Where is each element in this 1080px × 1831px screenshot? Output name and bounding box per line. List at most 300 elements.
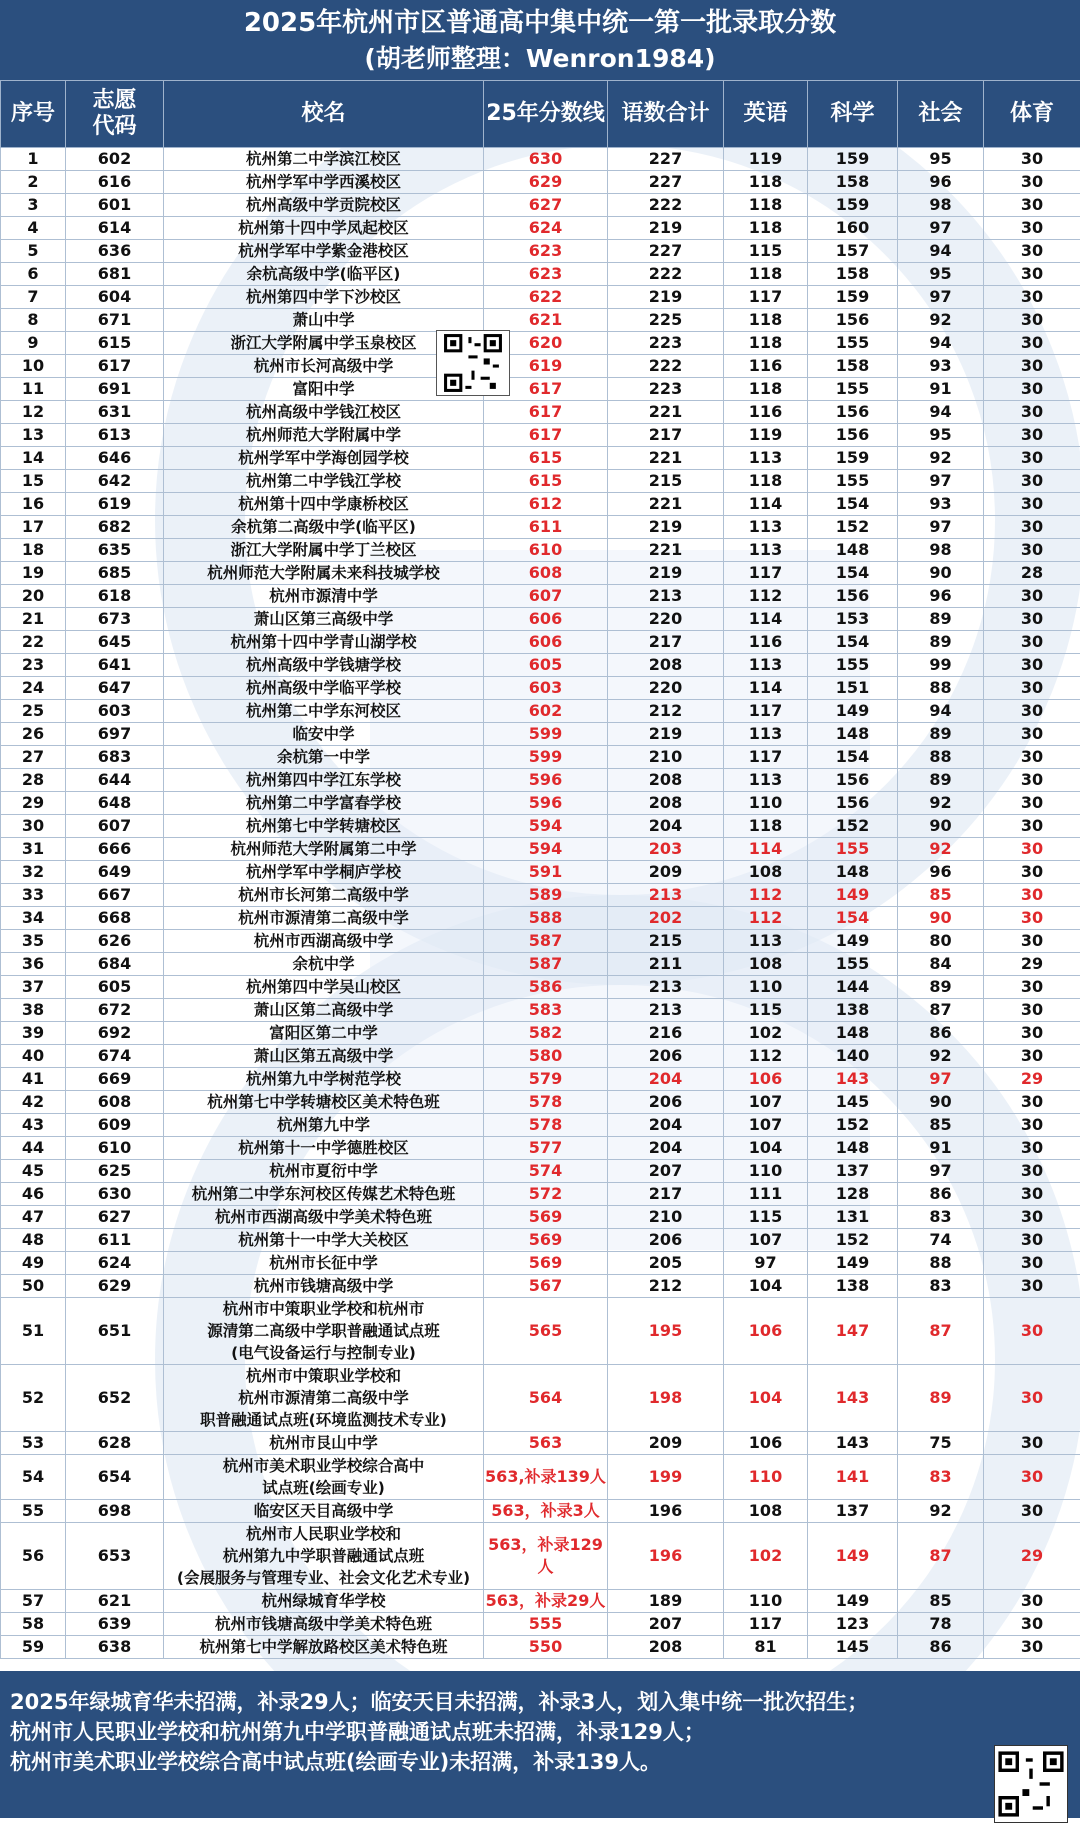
cell-science: 123 (808, 1613, 898, 1636)
cell-pe: 30 (984, 976, 1080, 999)
cell-yushu: 210 (608, 1206, 724, 1229)
cell-index: 53 (1, 1432, 66, 1455)
cell-score: 574 (484, 1160, 608, 1183)
cell-index: 39 (1, 1022, 66, 1045)
cell-yushu: 198 (608, 1365, 724, 1432)
cell-index: 38 (1, 999, 66, 1022)
cell-code: 691 (66, 378, 164, 401)
cell-science: 154 (808, 907, 898, 930)
cell-science: 144 (808, 976, 898, 999)
table-body (1, 148, 1080, 1659)
cell-pe: 30 (984, 217, 1080, 240)
cell-science: 128 (808, 1183, 898, 1206)
cell-yushu: 227 (608, 148, 724, 171)
cell-social: 96 (898, 861, 984, 884)
cell-score: 563，补录3人 (484, 1500, 608, 1523)
cell-pe: 30 (984, 1160, 1080, 1183)
cell-english: 118 (724, 217, 808, 240)
cell-score: 563,补录139人 (484, 1455, 608, 1500)
cell-pe: 30 (984, 631, 1080, 654)
cell-science: 143 (808, 1068, 898, 1091)
cell-science: 147 (808, 1298, 898, 1365)
cell-school (164, 631, 484, 654)
cell-code: 639 (66, 1613, 164, 1636)
cell-yushu: 215 (608, 930, 724, 953)
cell-social: 75 (898, 1432, 984, 1455)
table-row (1, 1252, 1080, 1275)
cell-science: 153 (808, 608, 898, 631)
cell-science: 149 (808, 1252, 898, 1275)
table-row (1, 1160, 1080, 1183)
cell-english: 106 (724, 1432, 808, 1455)
cell-social: 89 (898, 769, 984, 792)
cell-school (164, 769, 484, 792)
col-header-social: 社会 (898, 81, 984, 148)
cell-english: 114 (724, 677, 808, 700)
cell-code: 684 (66, 953, 164, 976)
table-row (1, 171, 1080, 194)
school-name-line: 浙江大学附属中学丁兰校区 (230, 541, 417, 559)
cell-english: 118 (724, 470, 808, 493)
cell-science: 158 (808, 263, 898, 286)
cell-science: 151 (808, 677, 898, 700)
cell-science: 152 (808, 516, 898, 539)
cell-score: 569 (484, 1229, 608, 1252)
cell-pe: 30 (984, 677, 1080, 700)
cell-school (164, 654, 484, 677)
cell-code: 683 (66, 746, 164, 769)
cell-index: 35 (1, 930, 66, 953)
school-name-line: 杭州第四中学吴山校区 (245, 978, 401, 996)
cell-english: 97 (724, 1252, 808, 1275)
col-header-science: 科学 (808, 81, 898, 148)
cell-code: 629 (66, 1275, 164, 1298)
cell-science: 138 (808, 999, 898, 1022)
cell-code: 624 (66, 1252, 164, 1275)
cell-pe: 30 (984, 1365, 1080, 1432)
cell-social: 96 (898, 171, 984, 194)
cell-yushu: 212 (608, 700, 724, 723)
cell-science: 154 (808, 493, 898, 516)
cell-code: 674 (66, 1045, 164, 1068)
cell-english: 118 (724, 263, 808, 286)
cell-social: 97 (898, 1160, 984, 1183)
cell-science: 149 (808, 1590, 898, 1613)
cell-social: 97 (898, 1068, 984, 1091)
cell-score: 587 (484, 930, 608, 953)
school-name-line: 杭州第七中学解放路校区美术特色班 (199, 1638, 448, 1656)
cell-school (164, 539, 484, 562)
cell-code: 605 (66, 976, 164, 999)
cell-science: 159 (808, 194, 898, 217)
cell-yushu: 189 (608, 1590, 724, 1613)
cell-index: 57 (1, 1590, 66, 1613)
table-row (1, 378, 1080, 401)
cell-social: 97 (898, 286, 984, 309)
cell-english: 113 (724, 654, 808, 677)
cell-pe: 30 (984, 286, 1080, 309)
cell-code: 621 (66, 1590, 164, 1613)
cell-code: 619 (66, 493, 164, 516)
cell-yushu: 204 (608, 1068, 724, 1091)
school-name-line: 杭州师范大学附属未来科技城学校 (207, 564, 440, 582)
school-name-line: 杭州市中策职业学校和 (245, 1367, 401, 1385)
table-row (1, 1455, 1080, 1500)
school-name-line: 余杭高级中学(临平区) (246, 265, 401, 283)
cell-school (164, 1114, 484, 1137)
cell-social: 86 (898, 1183, 984, 1206)
cell-score: 563，补录29人 (484, 1590, 608, 1613)
table-row (1, 1365, 1080, 1432)
cell-index: 24 (1, 677, 66, 700)
cell-score: 579 (484, 1068, 608, 1091)
school-name-line: 杭州师范大学附属第二中学 (230, 840, 417, 858)
cell-school (164, 1298, 484, 1365)
school-name-line: 杭州市美术职业学校综合高中 (222, 1457, 425, 1475)
cell-code: 638 (66, 1636, 164, 1659)
cell-science: 155 (808, 470, 898, 493)
cell-science: 159 (808, 286, 898, 309)
cell-score: 591 (484, 861, 608, 884)
table-row (1, 654, 1080, 677)
cell-social: 87 (898, 1298, 984, 1365)
cell-social: 95 (898, 148, 984, 171)
cell-score: 578 (484, 1091, 608, 1114)
cell-score: 612 (484, 493, 608, 516)
cell-index: 14 (1, 447, 66, 470)
cell-science: 158 (808, 355, 898, 378)
cell-code: 692 (66, 1022, 164, 1045)
col-header-pe: 体育 (984, 81, 1080, 148)
cell-yushu: 227 (608, 171, 724, 194)
cell-school (164, 1160, 484, 1183)
cell-score: 565 (484, 1298, 608, 1365)
col-header-yushu: 语数合计 (608, 81, 724, 148)
cell-science: 148 (808, 723, 898, 746)
cell-score: 610 (484, 539, 608, 562)
cell-pe: 30 (984, 1275, 1080, 1298)
cell-pe: 30 (984, 1022, 1080, 1045)
cell-code: 645 (66, 631, 164, 654)
cell-pe: 30 (984, 1091, 1080, 1114)
cell-score: 606 (484, 631, 608, 654)
cell-social: 89 (898, 1365, 984, 1432)
cell-index: 11 (1, 378, 66, 401)
table-row (1, 240, 1080, 263)
school-name-line: 杭州市人民职业学校和 (245, 1525, 401, 1543)
cell-code: 642 (66, 470, 164, 493)
cell-code: 647 (66, 677, 164, 700)
cell-school (164, 286, 484, 309)
school-name-line: 杭州学军中学桐庐学校 (245, 863, 401, 881)
cell-science: 154 (808, 562, 898, 585)
cell-school (164, 999, 484, 1022)
col-header-english: 英语 (724, 81, 808, 148)
cell-school (164, 401, 484, 424)
cell-pe: 30 (984, 148, 1080, 171)
cell-index: 49 (1, 1252, 66, 1275)
cell-index: 41 (1, 1068, 66, 1091)
cell-yushu: 209 (608, 1432, 724, 1455)
cell-score: 619 (484, 355, 608, 378)
cell-english: 110 (724, 1455, 808, 1500)
cell-english: 114 (724, 608, 808, 631)
cell-index: 18 (1, 539, 66, 562)
cell-english: 118 (724, 332, 808, 355)
cell-pe: 30 (984, 815, 1080, 838)
cell-social: 98 (898, 539, 984, 562)
cell-school (164, 493, 484, 516)
cell-code: 651 (66, 1298, 164, 1365)
cell-social: 88 (898, 746, 984, 769)
cell-school (164, 1523, 484, 1590)
cell-pe: 30 (984, 378, 1080, 401)
cell-social: 93 (898, 493, 984, 516)
school-name-line: 富阳区第二中学 (269, 1024, 378, 1042)
cell-school (164, 884, 484, 907)
cell-social: 90 (898, 907, 984, 930)
cell-yushu: 202 (608, 907, 724, 930)
cell-code: 644 (66, 769, 164, 792)
cell-pe: 30 (984, 792, 1080, 815)
cell-school (164, 194, 484, 217)
school-name-line: 杭州市源清中学 (269, 587, 378, 605)
cell-social: 90 (898, 562, 984, 585)
cell-yushu: 222 (608, 263, 724, 286)
school-name-line: 杭州高级中学临平学校 (245, 679, 401, 697)
cell-english: 81 (724, 1636, 808, 1659)
cell-science: 141 (808, 1455, 898, 1500)
cell-english: 107 (724, 1229, 808, 1252)
cell-score: 582 (484, 1022, 608, 1045)
table-row (1, 516, 1080, 539)
table-row (1, 332, 1080, 355)
cell-social: 83 (898, 1275, 984, 1298)
table-row (1, 1590, 1080, 1613)
cell-science: 158 (808, 171, 898, 194)
table-row (1, 539, 1080, 562)
cell-pe: 30 (984, 700, 1080, 723)
cell-pe: 30 (984, 355, 1080, 378)
cell-pe: 30 (984, 401, 1080, 424)
cell-english: 117 (724, 1613, 808, 1636)
cell-science: 155 (808, 378, 898, 401)
cell-social: 93 (898, 355, 984, 378)
cell-social: 92 (898, 1500, 984, 1523)
school-name-line: 杭州高级中学钱江校区 (245, 403, 401, 421)
cell-pe: 30 (984, 493, 1080, 516)
school-name-line: 萧山中学 (292, 311, 355, 329)
table-row (1, 286, 1080, 309)
table-header (1, 81, 1080, 148)
table-row (1, 401, 1080, 424)
cell-code: 613 (66, 424, 164, 447)
cell-school (164, 1636, 484, 1659)
cell-yushu: 217 (608, 631, 724, 654)
school-name-line: 余杭第一中学 (276, 748, 370, 766)
cell-index: 7 (1, 286, 66, 309)
cell-social: 78 (898, 1613, 984, 1636)
table-row (1, 194, 1080, 217)
cell-yushu: 208 (608, 1636, 724, 1659)
cell-school (164, 1275, 484, 1298)
school-name-line: 杭州绿城育华学校 (261, 1592, 386, 1610)
cell-pe: 30 (984, 194, 1080, 217)
cell-score: 580 (484, 1045, 608, 1068)
cell-yushu: 217 (608, 1183, 724, 1206)
cell-code: 615 (66, 332, 164, 355)
cell-code: 625 (66, 1160, 164, 1183)
cell-yushu: 222 (608, 355, 724, 378)
cell-social: 91 (898, 1137, 984, 1160)
school-name-line: 杭州第二中学东河校区 (245, 702, 401, 720)
cell-school (164, 1229, 484, 1252)
school-name-line: 杭州市夏衍中学 (269, 1162, 378, 1180)
cell-index: 56 (1, 1523, 66, 1590)
school-name-line: 杭州市中策职业学校和杭州市 (222, 1300, 425, 1318)
cell-yushu: 215 (608, 470, 724, 493)
cell-index: 8 (1, 309, 66, 332)
school-name-line: 余杭中学 (292, 955, 355, 973)
cell-code: 617 (66, 355, 164, 378)
school-name-line: 萧山区第三高级中学 (253, 610, 394, 628)
cell-code: 626 (66, 930, 164, 953)
cell-yushu: 206 (608, 1045, 724, 1068)
cell-social: 94 (898, 240, 984, 263)
cell-yushu: 221 (608, 401, 724, 424)
cell-pe: 30 (984, 1114, 1080, 1137)
cell-index: 54 (1, 1455, 66, 1500)
table-row (1, 148, 1080, 171)
cell-pe: 30 (984, 424, 1080, 447)
cell-school (164, 516, 484, 539)
cell-science: 156 (808, 401, 898, 424)
cell-school (164, 746, 484, 769)
cell-index: 45 (1, 1160, 66, 1183)
cell-english: 115 (724, 1206, 808, 1229)
cell-yushu: 219 (608, 286, 724, 309)
cell-score: 596 (484, 792, 608, 815)
school-name-line: 杭州第九中学职普融通试点班 (222, 1547, 425, 1565)
cell-social: 88 (898, 1252, 984, 1275)
school-name-line: 杭州市长河第二高级中学 (238, 886, 409, 904)
cell-school (164, 1183, 484, 1206)
cell-social: 92 (898, 309, 984, 332)
cell-pe: 30 (984, 1455, 1080, 1500)
cell-school (164, 562, 484, 585)
cell-code: 698 (66, 1500, 164, 1523)
cell-english: 116 (724, 355, 808, 378)
footer-line: 杭州市美术职业学校综合高中试点班(绘画专业)未招满，补录139人。 (10, 1750, 662, 1774)
cell-english: 108 (724, 1500, 808, 1523)
cell-pe: 30 (984, 769, 1080, 792)
table-row (1, 1045, 1080, 1068)
cell-score: 583 (484, 999, 608, 1022)
cell-yushu: 219 (608, 516, 724, 539)
cell-school (164, 1091, 484, 1114)
cell-score: 624 (484, 217, 608, 240)
cell-index: 27 (1, 746, 66, 769)
school-name-line: 杭州第七中学转塘校区 (245, 817, 401, 835)
cell-school (164, 953, 484, 976)
table-row (1, 1613, 1080, 1636)
cell-school (164, 976, 484, 999)
cell-english: 110 (724, 976, 808, 999)
cell-yushu: 207 (608, 1613, 724, 1636)
cell-english: 113 (724, 516, 808, 539)
cell-pe: 30 (984, 1183, 1080, 1206)
cell-pe: 30 (984, 838, 1080, 861)
cell-school (164, 1022, 484, 1045)
cell-score: 617 (484, 424, 608, 447)
cell-code: 630 (66, 1183, 164, 1206)
cell-school (164, 1045, 484, 1068)
cell-school (164, 1068, 484, 1091)
cell-social: 94 (898, 332, 984, 355)
cell-english: 108 (724, 953, 808, 976)
school-name-line: 职普融通试点班(环境监测技术专业) (200, 1411, 447, 1429)
cell-code: 641 (66, 654, 164, 677)
table-row (1, 1523, 1080, 1590)
cell-score: 550 (484, 1636, 608, 1659)
cell-school (164, 263, 484, 286)
cell-code: 616 (66, 171, 164, 194)
cell-index: 36 (1, 953, 66, 976)
cell-school (164, 861, 484, 884)
cell-pe: 30 (984, 907, 1080, 930)
table-row (1, 838, 1080, 861)
school-name-line: 杭州第十四中学康桥校区 (238, 495, 409, 513)
cell-science: 143 (808, 1365, 898, 1432)
cell-code: 604 (66, 286, 164, 309)
cell-score: 594 (484, 838, 608, 861)
cell-science: 148 (808, 1022, 898, 1045)
cell-yushu: 213 (608, 999, 724, 1022)
cell-english: 116 (724, 401, 808, 424)
school-name-line: 萧山区第五高级中学 (253, 1047, 394, 1065)
cell-pe: 30 (984, 516, 1080, 539)
cell-social: 97 (898, 217, 984, 240)
cell-yushu: 225 (608, 309, 724, 332)
cell-science: 160 (808, 217, 898, 240)
cell-score: 611 (484, 516, 608, 539)
cell-english: 119 (724, 424, 808, 447)
cell-code: 602 (66, 148, 164, 171)
cell-english: 110 (724, 1590, 808, 1613)
cell-score: 629 (484, 171, 608, 194)
cell-social: 94 (898, 401, 984, 424)
cell-code: 614 (66, 217, 164, 240)
cell-science: 131 (808, 1206, 898, 1229)
table-row (1, 769, 1080, 792)
cell-code: 628 (66, 1432, 164, 1455)
table-row (1, 355, 1080, 378)
school-name-line: (会展服务与管理专业、社会文化艺术专业) (176, 1569, 471, 1587)
cell-score: 606 (484, 608, 608, 631)
cell-english: 102 (724, 1523, 808, 1590)
school-name-line: 杭州第十一中学大关校区 (238, 1231, 409, 1249)
table-row (1, 700, 1080, 723)
cell-science: 137 (808, 1500, 898, 1523)
cell-pe: 30 (984, 1500, 1080, 1523)
cell-score: 577 (484, 1137, 608, 1160)
page-title: 2025年杭州市区普通高中集中统一第一批录取分数 (243, 8, 837, 38)
cell-school (164, 240, 484, 263)
table-row (1, 585, 1080, 608)
table-row (1, 1022, 1080, 1045)
cell-english: 104 (724, 1137, 808, 1160)
cell-social: 95 (898, 263, 984, 286)
